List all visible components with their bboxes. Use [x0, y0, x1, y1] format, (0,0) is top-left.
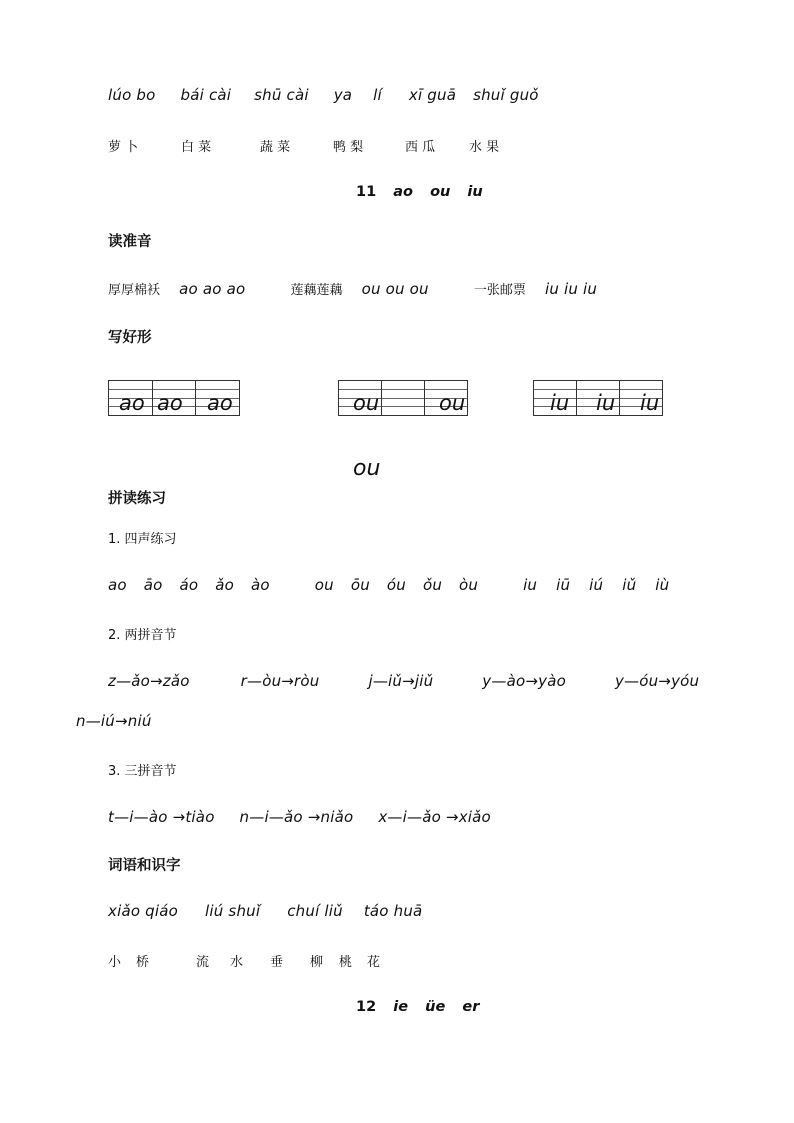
grid-letters: iu	[596, 391, 616, 415]
pinyin-word: liú shuǐ	[205, 902, 261, 920]
section-heading-read: 读准音	[108, 234, 152, 250]
vocab2-pinyin-row	[108, 902, 422, 920]
lesson-part: ie	[393, 999, 409, 1015]
tone-syllable: iǔ	[622, 576, 637, 594]
pinyin-word: shū cài	[254, 86, 309, 104]
tone-syllable: iú	[589, 576, 604, 594]
writing-grid-ao	[108, 380, 240, 416]
hanzi-word: 白 菜	[181, 140, 212, 155]
hanzi-char: 柳	[310, 955, 324, 970]
spelling-item: r—òu→ròu	[240, 672, 320, 690]
spelling-item: n—iú→niú	[76, 712, 152, 730]
grid-letters: ao	[157, 391, 183, 415]
spelling-item: y—ào→yào	[482, 672, 566, 690]
tone-syllable: ǎo	[215, 576, 235, 594]
tone-syllable: óu	[386, 576, 406, 594]
hanzi-char: 水	[230, 955, 244, 970]
sec1-label: 1. 四声练习	[108, 532, 177, 547]
spelling-item: t—i—ào →tiào	[108, 808, 215, 826]
tone-syllable: ào	[251, 576, 270, 594]
pinyin-word: bái cài	[180, 86, 232, 104]
hanzi-char: 流	[196, 955, 210, 970]
grid-letters: ou	[439, 391, 466, 415]
stray-ou-text: ou	[353, 456, 381, 481]
tone-syllable: ou	[314, 576, 334, 594]
pinyin-word: chuí liǔ	[287, 902, 343, 920]
pinyin-word: táo huā	[363, 902, 423, 920]
lesson-number: 11	[356, 184, 377, 200]
lesson-11-title	[356, 184, 483, 200]
tone-practice-row	[108, 576, 669, 594]
sec2-label: 2. 两拼音节	[108, 628, 177, 643]
spelling-item: j—iǔ→jiǔ	[368, 672, 434, 690]
spelling-item: y—óu→yóu	[614, 672, 700, 690]
pinyin-word: lí	[373, 86, 382, 104]
lesson-part: ao	[393, 184, 413, 200]
hanzi-word: 鸭 梨	[333, 140, 364, 155]
two-syllable-row	[108, 672, 699, 690]
lesson-part: er	[462, 999, 480, 1015]
hanzi-word: 水 果	[469, 140, 500, 155]
writing-grid-ou	[338, 380, 468, 416]
grid-letters: ao	[207, 391, 233, 415]
grid-letters: ao	[119, 391, 145, 415]
tone-syllable: òu	[459, 576, 479, 594]
tone-syllable: āo	[143, 576, 163, 594]
read-hanzi: 一张邮票	[473, 283, 526, 298]
lesson-12-title	[356, 999, 479, 1015]
read-pinyin: ou ou ou	[361, 280, 429, 298]
tone-syllable: iū	[556, 576, 571, 594]
tone-syllable: ao	[108, 576, 127, 594]
lesson-part: üe	[425, 999, 446, 1015]
spelling-item: z—ǎo→zǎo	[108, 672, 190, 690]
read-row	[108, 279, 597, 298]
hanzi-word: 萝 卜	[108, 140, 139, 155]
sec3-label: 3. 三拼音节	[108, 764, 177, 779]
tone-syllable: áo	[179, 576, 199, 594]
tone-syllable: ōu	[350, 576, 370, 594]
hanzi-word: 西 瓜	[405, 140, 436, 155]
spelling-item: x—i—ǎo →xiǎo	[378, 808, 491, 826]
pinyin-word: xiǎo qiáo	[108, 902, 179, 920]
read-hanzi: 莲藕莲藕	[290, 283, 343, 298]
tone-syllable: iù	[655, 576, 670, 594]
tone-syllable: ǒu	[422, 576, 443, 594]
pinyin-word: ya	[333, 86, 353, 104]
pinyin-word: xī guā	[408, 86, 457, 104]
lesson-part: ou	[430, 184, 451, 200]
grid-letters: iu	[640, 391, 660, 415]
spelling-item: n—i—ǎo →niǎo	[239, 808, 354, 826]
grid-letters: ou	[353, 391, 380, 415]
pinyin-word: shuǐ guǒ	[473, 86, 539, 104]
lesson-part: iu	[467, 184, 483, 200]
hanzi-char: 小	[108, 955, 122, 970]
lesson-number: 12	[356, 999, 377, 1015]
section-heading-write: 写好形	[108, 330, 152, 346]
hanzi-char: 桃	[339, 955, 353, 970]
hanzi-char: 花	[367, 955, 381, 970]
grid-letters: iu	[550, 391, 570, 415]
read-pinyin: ao ao ao	[179, 280, 246, 298]
three-syllable-row	[108, 808, 491, 826]
pinyin-word: lúo bo	[108, 86, 156, 104]
section-heading-practice: 拼读练习	[108, 491, 166, 507]
hanzi-char: 桥	[136, 955, 150, 970]
read-hanzi: 厚厚棉袄	[108, 283, 161, 298]
writing-grid-iu	[533, 380, 663, 416]
tone-syllable: iu	[523, 576, 538, 594]
hanzi-char: 垂	[270, 955, 284, 970]
vocab1-pinyin-row	[108, 86, 539, 104]
section-heading-words: 词语和识字	[108, 858, 181, 874]
hanzi-word: 蔬 菜	[260, 140, 291, 155]
read-pinyin: iu iu iu	[544, 280, 598, 298]
